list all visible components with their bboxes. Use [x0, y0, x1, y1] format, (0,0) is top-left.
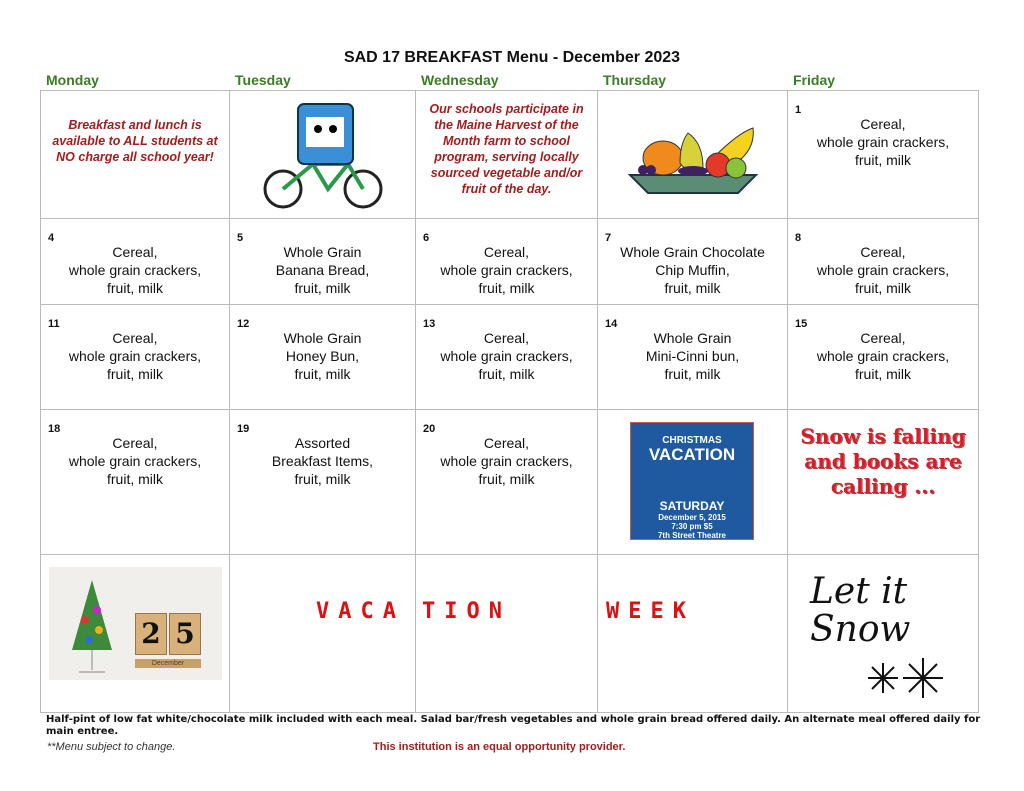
vacation-cell: [416, 555, 598, 713]
menu-line: whole grain crackers,: [440, 348, 573, 364]
footer-row: [46, 740, 981, 754]
week-row: [41, 410, 979, 555]
menu-line: fruit, milk: [478, 471, 535, 487]
let-it-snow-cell: [788, 555, 979, 713]
menu-line: Whole Grain: [283, 330, 362, 346]
day-cell: [598, 219, 788, 305]
fruit-bowl-cell: [598, 91, 788, 219]
poster-text: December 5, 2015: [658, 513, 726, 522]
poster-text: CHRISTMAS: [662, 435, 722, 446]
week-row: [41, 305, 979, 410]
day-number: 14: [605, 318, 618, 330]
day-cell: [416, 410, 598, 555]
poster-text: 7:30 pm $5: [671, 522, 713, 531]
day-number: 6: [423, 232, 430, 244]
day-number: 20: [423, 423, 436, 435]
day-tuesday: Tuesday: [235, 72, 291, 88]
menu-line: whole grain crackers,: [816, 348, 950, 364]
day-number: 12: [237, 318, 250, 330]
harvest-note: Our schools participate in the Maine Harvest of the Month farm to school program, serving locally sourced vegetable and/or fruit of the day.: [429, 102, 584, 196]
day-number: 1: [795, 104, 802, 116]
menu-line: fruit, milk: [107, 280, 163, 296]
day-number: 4: [48, 232, 55, 244]
poster-text: VACATION: [648, 445, 736, 464]
day-thursday: Thursday: [603, 72, 667, 88]
menu-line: whole grain crackers,: [816, 262, 950, 278]
menu-line: Whole Grain: [283, 244, 362, 260]
menu-line: Cereal,: [112, 244, 158, 260]
day-cell: [230, 219, 416, 305]
day-cell: [41, 305, 230, 410]
menu-line: Cereal,: [483, 330, 530, 346]
week-label: WEEK: [606, 599, 695, 624]
menu-line: fruit, milk: [294, 366, 351, 382]
menu-line: whole grain crackers,: [68, 348, 202, 364]
menu-line: whole grain crackers,: [68, 262, 202, 278]
menu-calendar: [40, 90, 979, 713]
milk-carton-bike-icon: [248, 99, 398, 214]
let-it-snow-art: Let it Snow: [810, 571, 911, 650]
menu-line: fruit, milk: [855, 366, 911, 382]
day-cell: [416, 219, 598, 305]
calendar-block-digit: 5: [169, 613, 201, 655]
menu-line: whole grain crackers,: [816, 134, 950, 150]
vacation-cell: [230, 555, 416, 713]
week-row: [41, 219, 979, 305]
snowflake-icon: [863, 653, 953, 703]
menu-line: Mini-Cinni bun,: [645, 348, 740, 364]
day-cell: [788, 305, 979, 410]
vacation-label-part2: TION: [422, 599, 511, 624]
menu-line: Whole Grain: [653, 330, 732, 346]
free-meals-note-cell: [41, 91, 230, 219]
christmas-vacation-poster: [630, 422, 754, 540]
day-cell: [41, 219, 230, 305]
poster-text: 7th Street Theatre: [657, 531, 727, 540]
menu-line: whole grain crackers,: [68, 453, 202, 469]
footer: [46, 714, 981, 754]
menu-line: whole grain crackers,: [440, 453, 573, 469]
day-cell: [416, 305, 598, 410]
menu-line: Cereal,: [860, 116, 906, 132]
day-number: 15: [795, 318, 808, 330]
menu-line: fruit, milk: [294, 280, 351, 296]
christmas-calendar-picture: [49, 567, 222, 680]
menu-line: fruit, milk: [107, 471, 163, 487]
footer-milk-note: Half-pint of low fat white/chocolate milk included with each meal. Salad bar/fresh vegetables and whole grain bread offered daily. An alternate meal offered daily for main entree.: [46, 714, 981, 737]
day-cell: [788, 91, 979, 219]
menu-line: Breakfast Items,: [271, 453, 374, 469]
menu-line: Cereal,: [483, 244, 530, 260]
vacation-cell: [598, 555, 788, 713]
menu-line: Cereal,: [860, 244, 906, 260]
menu-line: fruit, milk: [855, 280, 911, 296]
menu-line: Cereal,: [112, 435, 158, 451]
menu-line: Cereal,: [112, 330, 158, 346]
poster-text: SATURDAY: [659, 499, 725, 513]
menu-line: whole grain crackers,: [440, 262, 573, 278]
menu-line: fruit, milk: [664, 366, 721, 382]
free-meals-note: Breakfast and lunch is available to ALL students at NO charge all school year!: [52, 118, 218, 164]
menu-line: Whole Grain Chocolate: [620, 244, 765, 260]
menu-line: Assorted: [294, 435, 351, 451]
menu-line: fruit, milk: [294, 471, 351, 487]
day-wednesday: Wednesday: [421, 72, 499, 88]
weekday-header: [40, 72, 978, 88]
menu-line: fruit, milk: [478, 366, 535, 382]
page-title: SAD 17 BREAKFAST Menu - December 2023: [343, 49, 681, 66]
day-cell: [230, 410, 416, 555]
day-cell: [41, 410, 230, 555]
footer-equal-opportunity: This institution is an equal opportunity provider.: [373, 741, 626, 753]
calendar-picture-cell: [41, 555, 230, 713]
menu-line: Cereal,: [860, 330, 906, 346]
day-number: 7: [605, 232, 612, 244]
day-number: 5: [237, 232, 244, 244]
snow-text-cell: [788, 410, 979, 555]
calendar-block-digit: 2: [135, 613, 167, 655]
day-friday: Friday: [793, 72, 836, 88]
day-cell: [788, 219, 979, 305]
christmas-tree-icon: [67, 575, 117, 675]
menu-line: fruit, milk: [664, 280, 721, 296]
vacation-label-part1: VACA: [316, 599, 405, 624]
footer-menu-change: **Menu subject to change.: [47, 741, 176, 753]
day-number: 19: [237, 423, 250, 435]
day-cell: [230, 305, 416, 410]
calendar-block-month: December: [135, 659, 201, 668]
menu-line: Chip Muffin,: [655, 262, 730, 278]
poster-cell: [598, 410, 788, 555]
day-number: 8: [795, 232, 802, 244]
menu-line: fruit, milk: [478, 280, 535, 296]
day-cell: [598, 305, 788, 410]
menu-line: Cereal,: [483, 435, 530, 451]
fruit-bowl-icon: [618, 113, 768, 203]
day-number: 18: [48, 423, 61, 435]
menu-line: fruit, milk: [107, 366, 163, 382]
menu-line: Honey Bun,: [285, 348, 360, 364]
bike-cartoon-cell: [230, 91, 416, 219]
day-number: 11: [48, 318, 60, 330]
menu-line: fruit, milk: [855, 152, 911, 168]
harvest-note-cell: [416, 91, 598, 219]
menu-line: Banana Bread,: [275, 262, 370, 278]
day-monday: Monday: [46, 72, 99, 88]
snow-falling-art: Snow is falling and books are calling ...: [800, 424, 966, 498]
day-number: 13: [423, 318, 436, 330]
